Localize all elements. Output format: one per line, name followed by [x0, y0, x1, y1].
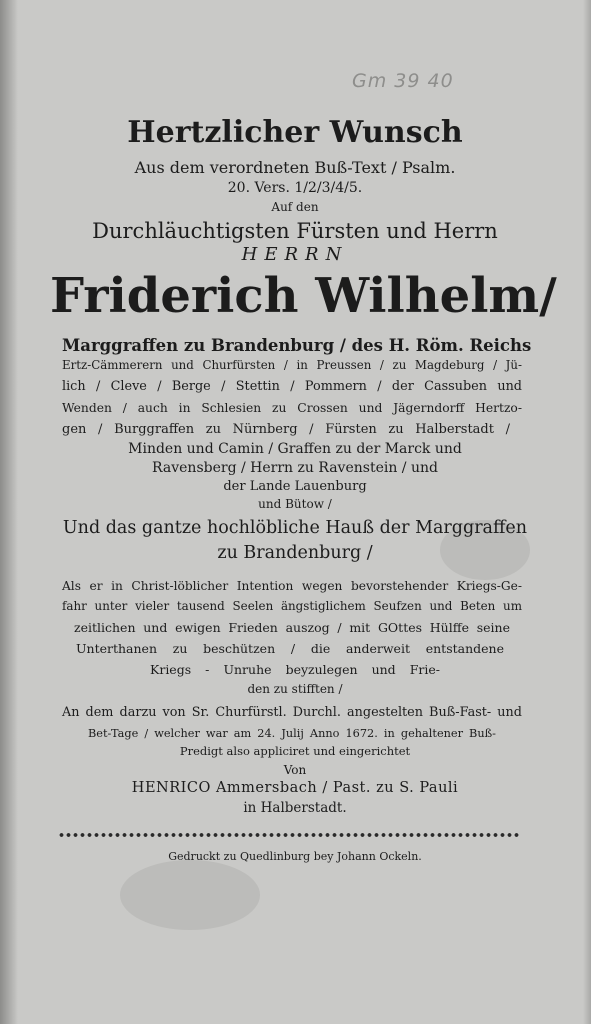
imprint-line: Gedruckt zu Quedlinburg bey Johann Ockeln. [168, 850, 422, 863]
body-line: Kriegs - Unruhe beyzulegen und Frie- [150, 662, 440, 677]
dedication-line: Durchläuchtigsten Fürsten und Herrn [92, 219, 498, 243]
binding-shadow [0, 0, 18, 1024]
titles-line: lich / Cleve / Berge / Stettin / Pommern / der Cassuben und [62, 379, 522, 394]
titles-line: Ravensberg / Herrn zu Ravenstein / und [152, 460, 438, 476]
titles-line: gen / Burggraffen zu Nürnberg / Fürsten zu Halberstadt / [62, 422, 510, 437]
occasion-line: Predigt also appliciret und eingerichtet [179, 744, 411, 758]
dedication-intro: Auf den [271, 200, 319, 214]
author-line: in Halberstadt. [243, 800, 347, 816]
shelfmark-annotation: Gm 39 40 [352, 70, 454, 92]
ornamental-rule [58, 831, 520, 839]
occasion-line: Von [283, 763, 307, 777]
author-line: HENRICO Ammersbach / Past. zu S. Pauli [131, 780, 459, 796]
occasion-line: An dem darzu von Sr. Churfürstl. Durchl. angestelten Buß-Fast- und [62, 705, 522, 720]
subtitle-text: Aus dem verordneten Buß-Text / Psalm. [134, 158, 456, 177]
prince-name: Friderich Wilhelm/ [50, 268, 557, 324]
titles-line: Minden und Camin / Graffen zu der Marck und [128, 441, 462, 457]
titles-line: Ertz-Cämmerern und Churfürsten / in Preussen / zu Magdeburg / Jü- [62, 358, 522, 372]
titles-line: der Lande Lauenburg [223, 479, 367, 494]
paper-stain [120, 860, 260, 930]
house-line: zu Brandenburg / [217, 543, 373, 563]
verse-reference: 20. Vers. 1/2/3/4/5. [227, 180, 363, 196]
main-title: Hertzlicher Wunsch [127, 115, 463, 150]
body-line: zeitlichen und ewigen Frieden auszog / mit GOttes Hülffe seine [74, 620, 510, 635]
titles-line: Marggraffen zu Brandenburg / des H. Röm. Reichs [62, 336, 532, 355]
body-line: Als er in Christ-löblicher Intention wegen bevorstehender Kriegs-Ge- [62, 579, 522, 593]
herrn-line: HERRN [241, 244, 349, 265]
titles-line: und Bütow / [258, 497, 332, 511]
titles-line: Wenden / auch in Schlesien zu Crossen und Jägerndorff Hertzo- [62, 401, 522, 415]
occasion-line: Bet-Tage / welcher war am 24. Julij Anno 1672. in gehaltener Buß- [88, 727, 496, 740]
body-line: fahr unter vieler tausend Seelen ängstiglichem Seufzen und Beten um [62, 599, 522, 613]
body-line: Unterthanen zu beschützen / die anderweit entstandene [76, 641, 504, 656]
page-edge [583, 0, 591, 1024]
body-line: den zu stifften / [247, 682, 343, 696]
house-line: Und das gantze hochlöbliche Hauß der Marggraffen [62, 518, 528, 538]
